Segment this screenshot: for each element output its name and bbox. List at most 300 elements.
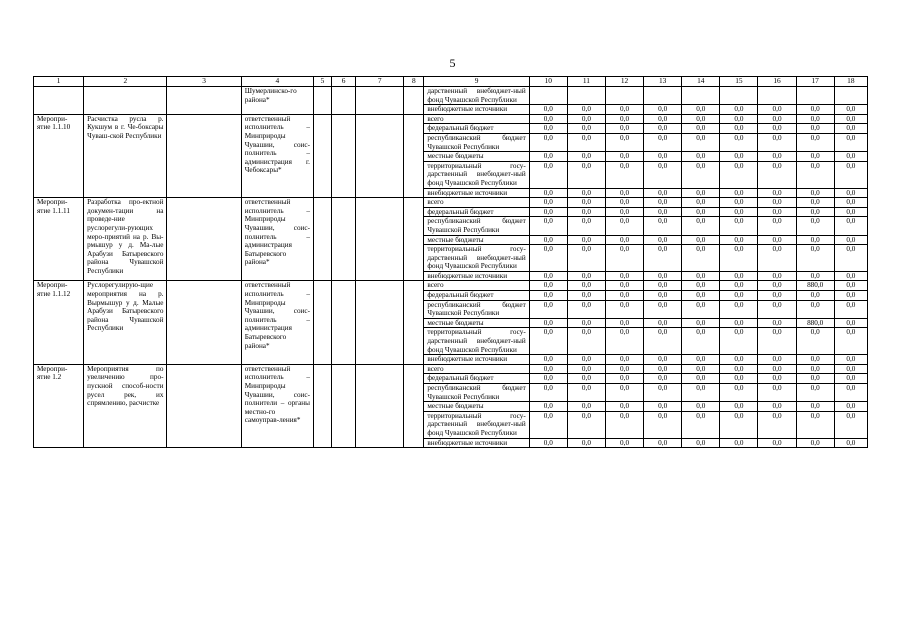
funding-source: местные бюджеты xyxy=(424,152,529,162)
funding-source: местные бюджеты xyxy=(424,235,529,245)
funding-value: 0,0 xyxy=(605,328,643,355)
empty-cell xyxy=(167,114,241,197)
program-funding-table xyxy=(33,76,868,448)
funding-value: 0,0 xyxy=(605,300,643,318)
funding-value: 0,0 xyxy=(758,374,796,384)
funding-value: 0,0 xyxy=(605,271,643,281)
funding-value: 0,0 xyxy=(644,133,682,151)
funding-value: 0,0 xyxy=(834,281,867,291)
funding-value: 0,0 xyxy=(758,384,796,402)
funding-value: 0,0 xyxy=(758,152,796,162)
participants: ответственный исполнитель – Минприроды Чувашии, соис-полнитель – администрация Батыревского района* xyxy=(241,198,313,281)
funding-source: местные бюджеты xyxy=(424,402,529,412)
funding-value: 0,0 xyxy=(529,188,567,198)
funding-value: 0,0 xyxy=(796,245,834,272)
funding-value: 0,0 xyxy=(605,291,643,301)
empty-cell xyxy=(356,364,404,447)
funding-value: 0,0 xyxy=(758,281,796,291)
funding-value xyxy=(529,87,567,105)
funding-value: 0,0 xyxy=(644,105,682,115)
funding-value: 0,0 xyxy=(682,384,720,402)
funding-value: 0,0 xyxy=(644,152,682,162)
funding-source: республиканский бюджет Чувашской Республики xyxy=(424,384,529,402)
funding-value: 0,0 xyxy=(529,364,567,374)
measure-name: Руслорегулирую-щие мероприятия на р. Вырмышур у д. Малые Арабузи Батыревского района Чувашской Республики xyxy=(84,281,167,364)
funding-value: 0,0 xyxy=(758,198,796,208)
funding-value: 0,0 xyxy=(682,188,720,198)
funding-value: 0,0 xyxy=(682,207,720,217)
funding-value: 0,0 xyxy=(682,105,720,115)
funding-value: 0,0 xyxy=(796,384,834,402)
funding-value: 0,0 xyxy=(529,374,567,384)
funding-value: 0,0 xyxy=(796,438,834,448)
funding-value: 0,0 xyxy=(605,133,643,151)
funding-value: 0,0 xyxy=(796,411,834,438)
funding-value: 0,0 xyxy=(796,364,834,374)
funding-value: 0,0 xyxy=(567,245,605,272)
empty-cell xyxy=(404,364,424,447)
funding-value: 0,0 xyxy=(529,207,567,217)
funding-value: 0,0 xyxy=(758,133,796,151)
funding-value: 0,0 xyxy=(567,318,605,328)
funding-value: 0,0 xyxy=(644,411,682,438)
funding-value: 0,0 xyxy=(567,355,605,365)
funding-value: 0,0 xyxy=(644,402,682,412)
funding-value: 0,0 xyxy=(758,291,796,301)
funding-value: 0,0 xyxy=(720,105,758,115)
funding-source: федеральный бюджет xyxy=(424,291,529,301)
funding-value: 0,0 xyxy=(644,235,682,245)
funding-value: 0,0 xyxy=(796,114,834,124)
funding-value: 0,0 xyxy=(758,245,796,272)
funding-value: 0,0 xyxy=(834,318,867,328)
funding-value: 0,0 xyxy=(567,207,605,217)
funding-value: 0,0 xyxy=(567,198,605,208)
funding-value: 0,0 xyxy=(796,161,834,188)
funding-value: 0,0 xyxy=(834,124,867,134)
funding-value xyxy=(720,87,758,105)
funding-value: 0,0 xyxy=(682,438,720,448)
funding-value: 0,0 xyxy=(605,152,643,162)
funding-value: 0,0 xyxy=(644,198,682,208)
funding-value: 0,0 xyxy=(605,384,643,402)
table-row xyxy=(34,114,868,124)
funding-value: 0,0 xyxy=(605,217,643,235)
funding-value: 0,0 xyxy=(644,374,682,384)
funding-value: 0,0 xyxy=(834,152,867,162)
table-row xyxy=(34,364,868,374)
funding-value: 0,0 xyxy=(796,271,834,281)
measure-code: Меропри-ятие 1.1.11 xyxy=(34,198,84,281)
funding-value: 0,0 xyxy=(834,374,867,384)
column-number: 10 xyxy=(529,77,567,87)
funding-value: 0,0 xyxy=(720,271,758,281)
column-number: 3 xyxy=(167,77,241,87)
funding-value: 0,0 xyxy=(834,198,867,208)
funding-value: 0,0 xyxy=(682,355,720,365)
column-number: 14 xyxy=(682,77,720,87)
measure-code: Меропри-ятие 1.1.12 xyxy=(34,281,84,364)
measure-code xyxy=(34,87,84,115)
funding-value: 0,0 xyxy=(720,114,758,124)
funding-value: 0,0 xyxy=(644,124,682,134)
funding-value: 0,0 xyxy=(567,152,605,162)
funding-value: 0,0 xyxy=(529,328,567,355)
funding-source: всего xyxy=(424,364,529,374)
funding-value: 0,0 xyxy=(567,271,605,281)
funding-value: 0,0 xyxy=(605,124,643,134)
funding-value: 0,0 xyxy=(644,318,682,328)
funding-value: 0,0 xyxy=(567,384,605,402)
funding-source: внебюджетные источники xyxy=(424,438,529,448)
funding-value: 0,0 xyxy=(644,271,682,281)
funding-source: территориальный госу-дарственный внебюджет-ный фонд Чувашской Республики xyxy=(424,411,529,438)
participants: ответственный исполнитель – Минприроды Чувашии, соис-полнитель – администрация г. Чебоксары* xyxy=(241,114,313,197)
funding-value: 0,0 xyxy=(796,133,834,151)
funding-value: 0,0 xyxy=(682,198,720,208)
funding-value: 0,0 xyxy=(758,364,796,374)
funding-value: 0,0 xyxy=(605,374,643,384)
funding-value: 0,0 xyxy=(682,114,720,124)
funding-value: 0,0 xyxy=(834,300,867,318)
empty-cell xyxy=(313,114,331,197)
funding-value: 0,0 xyxy=(567,411,605,438)
measure-name: Расчистка русла р. Кукшум в г. Че-боксары Чуваш-ской Республики xyxy=(84,114,167,197)
measure-name: Мероприятия по увеличению про-пускной способ-ности русел рек, их спрямлению, расчистке xyxy=(84,364,167,447)
funding-value: 0,0 xyxy=(834,235,867,245)
column-number: 12 xyxy=(605,77,643,87)
funding-value: 0,0 xyxy=(796,235,834,245)
funding-source: всего xyxy=(424,281,529,291)
funding-value: 0,0 xyxy=(605,207,643,217)
funding-value: 0,0 xyxy=(605,245,643,272)
empty-cell xyxy=(167,198,241,281)
empty-cell xyxy=(332,198,356,281)
empty-cell xyxy=(167,364,241,447)
funding-value: 0,0 xyxy=(644,384,682,402)
funding-value: 0,0 xyxy=(529,245,567,272)
funding-value: 0,0 xyxy=(720,198,758,208)
funding-value: 0,0 xyxy=(682,124,720,134)
empty-cell xyxy=(356,87,404,115)
funding-value: 0,0 xyxy=(796,291,834,301)
table-row xyxy=(34,198,868,208)
funding-value: 0,0 xyxy=(796,188,834,198)
funding-value: 0,0 xyxy=(834,402,867,412)
funding-source: федеральный бюджет xyxy=(424,124,529,134)
funding-value: 0,0 xyxy=(834,105,867,115)
column-number: 5 xyxy=(313,77,331,87)
funding-value: 0,0 xyxy=(529,161,567,188)
funding-value: 0,0 xyxy=(720,291,758,301)
funding-value: 0,0 xyxy=(567,124,605,134)
funding-value: 0,0 xyxy=(644,300,682,318)
funding-value: 0,0 xyxy=(529,355,567,365)
column-number: 16 xyxy=(758,77,796,87)
funding-value: 0,0 xyxy=(605,355,643,365)
funding-value: 0,0 xyxy=(529,300,567,318)
participants: ответственный исполнитель – Минприроды Чувашии, соис-полнитель – администрация Батыревского района* xyxy=(241,281,313,364)
funding-value: 0,0 xyxy=(758,188,796,198)
participants: ответственный исполнитель – Минприроды Чувашии, соис-полнители – органы местно-го самоуправ-ления* xyxy=(241,364,313,447)
funding-value xyxy=(682,87,720,105)
funding-value: 0,0 xyxy=(529,133,567,151)
column-number: 8 xyxy=(404,77,424,87)
funding-value: 0,0 xyxy=(682,402,720,412)
funding-value: 0,0 xyxy=(758,402,796,412)
empty-cell xyxy=(167,281,241,364)
funding-source: местные бюджеты xyxy=(424,318,529,328)
funding-value: 0,0 xyxy=(567,133,605,151)
funding-value: 0,0 xyxy=(834,245,867,272)
funding-value: 0,0 xyxy=(567,235,605,245)
funding-source: внебюджетные источники xyxy=(424,105,529,115)
funding-source: республиканский бюджет Чувашской Республики xyxy=(424,300,529,318)
funding-value: 0,0 xyxy=(758,114,796,124)
funding-value: 880,0 xyxy=(796,281,834,291)
funding-value: 0,0 xyxy=(834,217,867,235)
funding-value: 0,0 xyxy=(529,114,567,124)
funding-value: 0,0 xyxy=(834,438,867,448)
funding-value: 0,0 xyxy=(682,364,720,374)
funding-value: 0,0 xyxy=(529,105,567,115)
funding-value: 0,0 xyxy=(529,384,567,402)
column-number: 6 xyxy=(332,77,356,87)
funding-value: 0,0 xyxy=(644,291,682,301)
funding-value: 0,0 xyxy=(720,384,758,402)
funding-value xyxy=(605,87,643,105)
funding-value: 0,0 xyxy=(834,355,867,365)
funding-value: 0,0 xyxy=(682,161,720,188)
funding-value: 0,0 xyxy=(796,124,834,134)
funding-value: 0,0 xyxy=(720,364,758,374)
participants: Шумерлинско-го района* xyxy=(241,87,313,115)
funding-value: 0,0 xyxy=(682,318,720,328)
funding-value: 0,0 xyxy=(567,438,605,448)
funding-value: 0,0 xyxy=(644,355,682,365)
empty-cell xyxy=(332,364,356,447)
funding-value: 0,0 xyxy=(758,438,796,448)
empty-cell xyxy=(313,198,331,281)
funding-value: 0,0 xyxy=(720,281,758,291)
funding-value: 0,0 xyxy=(758,161,796,188)
funding-value: 0,0 xyxy=(567,188,605,198)
funding-value: 0,0 xyxy=(605,281,643,291)
funding-value: 0,0 xyxy=(758,217,796,235)
funding-source: федеральный бюджет xyxy=(424,207,529,217)
column-number-row xyxy=(34,77,868,87)
funding-value: 0,0 xyxy=(720,374,758,384)
funding-value: 0,0 xyxy=(529,124,567,134)
funding-value: 0,0 xyxy=(567,374,605,384)
funding-value: 0,0 xyxy=(758,271,796,281)
funding-value: 0,0 xyxy=(796,217,834,235)
funding-source: всего xyxy=(424,198,529,208)
empty-cell xyxy=(404,281,424,364)
column-number: 1 xyxy=(34,77,84,87)
funding-value: 0,0 xyxy=(605,235,643,245)
funding-value: 0,0 xyxy=(720,411,758,438)
funding-value xyxy=(834,87,867,105)
funding-value: 0,0 xyxy=(605,438,643,448)
funding-value: 0,0 xyxy=(834,188,867,198)
funding-value: 0,0 xyxy=(682,235,720,245)
funding-value: 0,0 xyxy=(834,384,867,402)
funding-value: 0,0 xyxy=(605,105,643,115)
funding-value: 0,0 xyxy=(567,291,605,301)
column-number: 15 xyxy=(720,77,758,87)
funding-value: 0,0 xyxy=(529,402,567,412)
funding-value: 0,0 xyxy=(796,328,834,355)
funding-source: дарственный внебюджет-ный фонд Чувашской Республики xyxy=(424,87,529,105)
funding-value: 0,0 xyxy=(834,271,867,281)
funding-value: 0,0 xyxy=(644,364,682,374)
funding-source: всего xyxy=(424,114,529,124)
funding-value: 0,0 xyxy=(682,328,720,355)
column-number: 18 xyxy=(834,77,867,87)
funding-value: 0,0 xyxy=(720,161,758,188)
funding-value: 0,0 xyxy=(720,124,758,134)
empty-cell xyxy=(404,87,424,115)
funding-value: 0,0 xyxy=(529,411,567,438)
table-row xyxy=(34,87,868,105)
funding-value: 0,0 xyxy=(605,161,643,188)
funding-value xyxy=(567,87,605,105)
funding-value: 0,0 xyxy=(529,271,567,281)
funding-value: 0,0 xyxy=(529,318,567,328)
funding-value: 0,0 xyxy=(567,105,605,115)
funding-value: 0,0 xyxy=(644,188,682,198)
funding-value: 0,0 xyxy=(720,235,758,245)
funding-value: 0,0 xyxy=(758,355,796,365)
funding-value: 0,0 xyxy=(796,300,834,318)
funding-value: 0,0 xyxy=(758,124,796,134)
funding-value: 0,0 xyxy=(758,207,796,217)
funding-value: 0,0 xyxy=(796,207,834,217)
funding-value: 0,0 xyxy=(644,217,682,235)
empty-cell xyxy=(356,281,404,364)
funding-value: 0,0 xyxy=(682,281,720,291)
funding-value: 0,0 xyxy=(529,281,567,291)
funding-value: 0,0 xyxy=(605,188,643,198)
funding-value: 0,0 xyxy=(834,133,867,151)
funding-value: 0,0 xyxy=(529,217,567,235)
table-row xyxy=(34,281,868,291)
funding-value: 880,0 xyxy=(796,318,834,328)
page-number: 5 xyxy=(449,56,456,70)
funding-value: 0,0 xyxy=(682,271,720,281)
funding-value: 0,0 xyxy=(720,245,758,272)
funding-value: 0,0 xyxy=(720,402,758,412)
funding-value: 0,0 xyxy=(720,318,758,328)
column-number: 11 xyxy=(567,77,605,87)
funding-value: 0,0 xyxy=(529,152,567,162)
funding-value: 0,0 xyxy=(758,328,796,355)
funding-value: 0,0 xyxy=(567,114,605,124)
funding-value: 0,0 xyxy=(644,114,682,124)
funding-value: 0,0 xyxy=(529,235,567,245)
funding-value: 0,0 xyxy=(605,198,643,208)
funding-value: 0,0 xyxy=(758,300,796,318)
column-number: 4 xyxy=(241,77,313,87)
funding-source: территориальный госу-дарственный внебюджет-ный фонд Чувашской Республики xyxy=(424,328,529,355)
funding-value: 0,0 xyxy=(796,374,834,384)
funding-value: 0,0 xyxy=(834,364,867,374)
empty-cell xyxy=(332,114,356,197)
empty-cell xyxy=(356,114,404,197)
funding-value: 0,0 xyxy=(567,217,605,235)
empty-cell xyxy=(167,87,241,115)
funding-value: 0,0 xyxy=(796,355,834,365)
funding-value: 0,0 xyxy=(644,207,682,217)
empty-cell xyxy=(404,114,424,197)
funding-value: 0,0 xyxy=(796,152,834,162)
funding-value xyxy=(644,87,682,105)
funding-value: 0,0 xyxy=(758,235,796,245)
funding-value: 0,0 xyxy=(720,152,758,162)
empty-cell xyxy=(313,87,331,115)
funding-value: 0,0 xyxy=(605,402,643,412)
funding-value: 0,0 xyxy=(682,411,720,438)
funding-value: 0,0 xyxy=(605,318,643,328)
funding-value: 0,0 xyxy=(682,152,720,162)
funding-value: 0,0 xyxy=(682,245,720,272)
funding-value: 0,0 xyxy=(529,198,567,208)
empty-cell xyxy=(356,198,404,281)
funding-value: 0,0 xyxy=(682,217,720,235)
funding-value: 0,0 xyxy=(720,355,758,365)
funding-value: 0,0 xyxy=(758,411,796,438)
column-number: 9 xyxy=(424,77,529,87)
funding-value: 0,0 xyxy=(567,281,605,291)
empty-cell xyxy=(313,364,331,447)
funding-value: 0,0 xyxy=(567,364,605,374)
funding-value: 0,0 xyxy=(834,291,867,301)
funding-value: 0,0 xyxy=(605,411,643,438)
funding-source: внебюджетные источники xyxy=(424,271,529,281)
funding-value: 0,0 xyxy=(682,291,720,301)
funding-source: федеральный бюджет xyxy=(424,374,529,384)
funding-source: территориальный госу-дарственный внебюджет-ный фонд Чувашской Республики xyxy=(424,161,529,188)
funding-value: 0,0 xyxy=(834,207,867,217)
empty-cell xyxy=(313,281,331,364)
funding-value: 0,0 xyxy=(644,328,682,355)
funding-value: 0,0 xyxy=(567,328,605,355)
empty-cell xyxy=(404,198,424,281)
funding-value: 0,0 xyxy=(529,291,567,301)
funding-value: 0,0 xyxy=(796,105,834,115)
funding-value xyxy=(758,87,796,105)
funding-value: 0,0 xyxy=(834,114,867,124)
funding-value: 0,0 xyxy=(796,402,834,412)
measure-code: Меропри-ятие 1.2 xyxy=(34,364,84,447)
funding-source: внебюджетные источники xyxy=(424,355,529,365)
column-number: 2 xyxy=(84,77,167,87)
funding-value: 0,0 xyxy=(720,133,758,151)
funding-value: 0,0 xyxy=(720,188,758,198)
funding-value: 0,0 xyxy=(605,364,643,374)
empty-cell xyxy=(332,87,356,115)
funding-value: 0,0 xyxy=(720,438,758,448)
funding-value: 0,0 xyxy=(644,438,682,448)
funding-source: республиканский бюджет Чувашской Республики xyxy=(424,133,529,151)
column-number: 17 xyxy=(796,77,834,87)
funding-value: 0,0 xyxy=(758,318,796,328)
measure-name: Разработка про-ектной докумен-тации на проведе-ние руслорегули-рующих меро-приятий на р. Вы-рмышур у д. Ма-лые Арабузи Батыревского района Чувашской Республики xyxy=(84,198,167,281)
funding-value: 0,0 xyxy=(834,411,867,438)
funding-value: 0,0 xyxy=(682,133,720,151)
funding-value: 0,0 xyxy=(720,328,758,355)
